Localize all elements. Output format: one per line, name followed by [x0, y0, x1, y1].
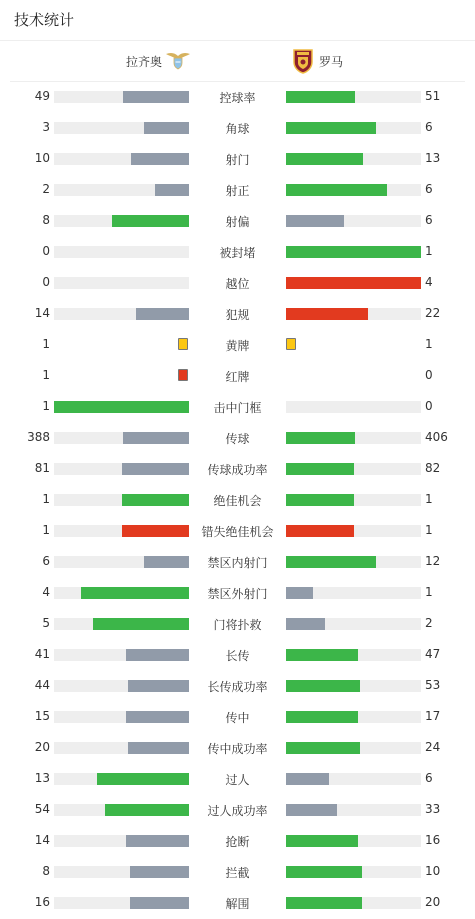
- away-stat-bar-fill: [286, 215, 344, 227]
- stat-label: 过人成功率: [207, 804, 268, 818]
- stat-row: [0, 112, 475, 143]
- home-stat-value: 81: [34, 461, 50, 475]
- stat-row: [0, 174, 475, 205]
- home-stat-value: 20: [34, 740, 50, 754]
- home-stat-value: 41: [34, 647, 50, 661]
- home-stat-value: 49: [34, 89, 50, 103]
- away-stat-bar-fill: [286, 773, 329, 785]
- home-stat-bar-fill: [155, 184, 189, 196]
- stat-row: [0, 515, 475, 546]
- home-stat-value: 14: [34, 306, 50, 320]
- away-stat-bar: [286, 773, 421, 785]
- stat-row: [0, 236, 475, 267]
- away-stat-value: 2: [425, 616, 433, 630]
- away-stat-bar: [286, 308, 421, 320]
- away-stat-value: 0: [425, 368, 433, 382]
- stat-label: 拦截: [225, 866, 250, 880]
- home-stat-bar-fill: [126, 835, 189, 847]
- away-stat-value: 6: [425, 213, 433, 227]
- stat-label: 传球: [225, 432, 250, 446]
- home-stat-bar: [54, 804, 189, 816]
- stat-row: [0, 670, 475, 701]
- home-stat-bar: [54, 835, 189, 847]
- home-stat-bar: [54, 587, 189, 599]
- home-stat-bar-fill: [122, 494, 190, 506]
- stat-label: 抢断: [225, 835, 250, 849]
- home-stat-bar-fill: [123, 91, 189, 103]
- away-stat-bar: [286, 618, 421, 630]
- stat-label: 传中成功率: [207, 742, 268, 756]
- away-stat-bar: [286, 742, 421, 754]
- home-stat-value: 10: [34, 151, 50, 165]
- team-header: [0, 44, 475, 80]
- away-stat-bar: [286, 463, 421, 475]
- away-stat-bar-fill: [286, 184, 387, 196]
- stat-label: 被封堵: [219, 246, 256, 260]
- stat-row: [0, 298, 475, 329]
- home-stat-bar-fill: [126, 649, 189, 661]
- away-stat-bar-fill: [286, 680, 360, 692]
- stat-label: 过人: [225, 773, 250, 787]
- home-stat-value: 8: [42, 213, 50, 227]
- home-stat-bar: [54, 277, 189, 289]
- away-stat-bar-fill: [286, 618, 325, 630]
- stat-row: [0, 267, 475, 298]
- away-stat-bar-fill: [286, 587, 313, 599]
- home-stat-value: 0: [42, 244, 50, 258]
- away-stat-bar: [286, 494, 421, 506]
- home-stat-bar-fill: [130, 897, 189, 909]
- stat-row: [0, 732, 475, 763]
- stat-label: 禁区内射门: [207, 556, 268, 570]
- away-stat-value: 4: [425, 275, 433, 289]
- away-stat-value: 12: [425, 554, 441, 568]
- away-stat-bar: [286, 556, 421, 568]
- home-stat-bar-fill: [122, 525, 190, 537]
- home-stat-bar-fill: [126, 711, 189, 723]
- away-stat-bar-fill: [286, 122, 376, 134]
- away-stat-bar-fill: [286, 525, 354, 537]
- home-stat-bar: [54, 773, 189, 785]
- away-stat-value: 16: [425, 833, 441, 847]
- home-stat-bar-fill: [105, 804, 189, 816]
- away-stat-value: 10: [425, 864, 441, 878]
- stat-row: [0, 794, 475, 825]
- stat-label: 长传成功率: [207, 680, 268, 694]
- stat-row: [0, 453, 475, 484]
- stat-row: [0, 887, 475, 918]
- away-stat-bar-fill: [286, 91, 355, 103]
- away-stat-value: 51: [425, 89, 441, 103]
- stat-row: [0, 391, 475, 422]
- stat-label: 解围: [225, 897, 250, 911]
- home-stat-value: 54: [34, 802, 50, 816]
- home-stat-bar: [54, 246, 189, 258]
- away-stat-value: 20: [425, 895, 441, 909]
- home-stat-bar-fill: [128, 680, 189, 692]
- home-stat-value: 15: [34, 709, 50, 723]
- stat-label: 红牌: [225, 370, 250, 384]
- stat-row: [0, 701, 475, 732]
- away-stat-bar: [286, 246, 421, 258]
- away-stat-bar: [286, 649, 421, 661]
- home-team-name[interactable]: 拉齐奥: [125, 55, 162, 69]
- home-stat-bar-fill: [122, 463, 190, 475]
- home-stat-bar-fill: [81, 587, 189, 599]
- stat-label: 传中: [225, 711, 250, 725]
- stat-row: [0, 546, 475, 577]
- home-stat-bar-fill: [144, 122, 189, 134]
- home-stat-value: 8: [42, 864, 50, 878]
- stat-label: 越位: [225, 277, 250, 291]
- stat-row: [0, 608, 475, 639]
- away-stat-bar-fill: [286, 711, 358, 723]
- home-stat-bar: [54, 866, 189, 878]
- stat-row: [0, 577, 475, 608]
- away-stat-bar-fill: [286, 463, 354, 475]
- home-stat-bar: [54, 184, 189, 196]
- stat-label: 角球: [225, 122, 250, 136]
- home-stat-bar: [54, 742, 189, 754]
- away-stat-bar: [286, 215, 421, 227]
- stat-label: 犯规: [225, 308, 250, 322]
- home-stat-value: 5: [42, 616, 50, 630]
- away-stat-bar: [286, 897, 421, 909]
- home-stat-bar-fill: [112, 215, 189, 227]
- home-yellow-card-icon: [178, 338, 188, 350]
- home-stat-value: 6: [42, 554, 50, 568]
- away-stat-value: 47: [425, 647, 441, 661]
- away-stat-bar: [286, 680, 421, 692]
- home-stat-bar-fill: [128, 742, 189, 754]
- away-stat-value: 24: [425, 740, 441, 754]
- away-stat-value: 1: [425, 585, 433, 599]
- stat-row: [0, 763, 475, 794]
- home-stat-bar: [54, 401, 189, 413]
- stat-label: 控球率: [219, 91, 256, 105]
- home-stat-bar-fill: [144, 556, 189, 568]
- home-red-card-icon: [178, 369, 188, 381]
- away-stat-bar: [286, 711, 421, 723]
- away-stat-bar: [286, 401, 421, 413]
- home-stat-bar-fill: [97, 773, 189, 785]
- away-stat-bar-fill: [286, 835, 358, 847]
- stat-row: [0, 360, 475, 391]
- away-stat-value: 33: [425, 802, 441, 816]
- home-stat-value: 1: [42, 523, 50, 537]
- home-stat-value: 2: [42, 182, 50, 196]
- home-stat-value: 1: [42, 368, 50, 382]
- away-stat-bar-fill: [286, 153, 363, 165]
- home-stat-value: 4: [42, 585, 50, 599]
- home-stat-bar-fill: [93, 618, 189, 630]
- home-stat-bar: [54, 556, 189, 568]
- away-stat-bar: [286, 122, 421, 134]
- away-stat-value: 22: [425, 306, 441, 320]
- home-stat-bar: [54, 432, 189, 444]
- home-stat-bar: [54, 463, 189, 475]
- away-stat-bar: [286, 153, 421, 165]
- stat-label: 击中门框: [213, 401, 262, 415]
- home-stat-value: 13: [34, 771, 50, 785]
- home-stat-value: 1: [42, 399, 50, 413]
- away-stat-value: 53: [425, 678, 441, 692]
- lazio-eagle-logo-icon[interactable]: [165, 50, 191, 70]
- away-stat-bar: [286, 525, 421, 537]
- away-stat-value: 1: [425, 244, 433, 258]
- away-stat-value: 0: [425, 399, 433, 413]
- away-stat-bar: [286, 804, 421, 816]
- away-stat-bar-fill: [286, 308, 368, 320]
- home-stat-value: 0: [42, 275, 50, 289]
- home-stat-bar: [54, 525, 189, 537]
- away-stat-bar-fill: [286, 556, 376, 568]
- stat-label: 黄牌: [225, 339, 250, 353]
- stat-row: [0, 422, 475, 453]
- home-stat-value: 14: [34, 833, 50, 847]
- away-stat-bar-fill: [286, 432, 355, 444]
- away-stat-value: 13: [425, 151, 441, 165]
- home-stat-value: 1: [42, 337, 50, 351]
- away-team-name[interactable]: 罗马: [319, 55, 344, 69]
- home-stat-value: 1: [42, 492, 50, 506]
- away-stat-bar: [286, 835, 421, 847]
- home-stat-bar: [54, 897, 189, 909]
- away-stat-value: 6: [425, 771, 433, 785]
- home-stat-bar: [54, 494, 189, 506]
- away-stat-bar-fill: [286, 742, 360, 754]
- home-stat-bar: [54, 122, 189, 134]
- home-stat-bar: [54, 649, 189, 661]
- away-stat-bar: [286, 91, 421, 103]
- stat-label: 传球成功率: [207, 463, 268, 477]
- stat-row: [0, 484, 475, 515]
- away-stat-bar-fill: [286, 246, 421, 258]
- away-stat-bar: [286, 432, 421, 444]
- home-stat-bar-fill: [54, 401, 189, 413]
- away-stat-value: 1: [425, 523, 433, 537]
- away-stat-value: 6: [425, 120, 433, 134]
- stat-label: 错失绝佳机会: [201, 525, 274, 539]
- stat-label: 长传: [225, 649, 250, 663]
- away-stat-bar-fill: [286, 866, 362, 878]
- stat-label: 禁区外射门: [207, 587, 268, 601]
- away-stat-bar: [286, 184, 421, 196]
- page-title: 技术统计: [14, 11, 75, 29]
- stat-row: [0, 81, 475, 112]
- stats-list: [0, 81, 475, 918]
- away-stat-bar: [286, 587, 421, 599]
- home-stat-bar: [54, 680, 189, 692]
- home-stat-bar-fill: [130, 866, 189, 878]
- away-yellow-card-icon: [286, 338, 296, 350]
- stat-row: [0, 205, 475, 236]
- away-stat-bar-fill: [286, 277, 421, 289]
- away-stat-value: 6: [425, 182, 433, 196]
- stat-row: [0, 825, 475, 856]
- stat-label: 门将扑救: [213, 618, 262, 632]
- away-stat-bar-fill: [286, 897, 362, 909]
- away-stat-bar-fill: [286, 649, 358, 661]
- home-stat-value: 3: [42, 120, 50, 134]
- away-stat-bar: [286, 277, 421, 289]
- away-stat-value: 406: [425, 430, 448, 444]
- stat-row: [0, 856, 475, 887]
- stat-row: [0, 143, 475, 174]
- away-stat-value: 82: [425, 461, 441, 475]
- home-stat-bar: [54, 711, 189, 723]
- stat-label: 射偏: [225, 215, 250, 229]
- home-stat-bar: [54, 153, 189, 165]
- away-stat-bar: [286, 866, 421, 878]
- home-stat-value: 44: [34, 678, 50, 692]
- home-stat-bar-fill: [136, 308, 189, 320]
- home-stat-bar: [54, 618, 189, 630]
- away-stat-value: 1: [425, 337, 433, 351]
- header-divider: [0, 40, 475, 41]
- away-stat-value: 17: [425, 709, 441, 723]
- stat-label: 射正: [225, 184, 250, 198]
- home-stat-bar: [54, 215, 189, 227]
- home-stat-bar: [54, 308, 189, 320]
- roma-crest-logo-icon[interactable]: [292, 48, 314, 74]
- home-stat-bar-fill: [131, 153, 189, 165]
- stat-row: [0, 639, 475, 670]
- stat-label: 射门: [225, 153, 250, 167]
- home-stat-value: 16: [34, 895, 50, 909]
- away-stat-bar-fill: [286, 494, 354, 506]
- home-stat-value: 388: [27, 430, 50, 444]
- stat-row: [0, 329, 475, 360]
- stat-label: 绝佳机会: [213, 494, 262, 508]
- home-stat-bar-fill: [123, 432, 189, 444]
- away-stat-bar-fill: [286, 804, 337, 816]
- away-stat-value: 1: [425, 492, 433, 506]
- home-stat-bar: [54, 91, 189, 103]
